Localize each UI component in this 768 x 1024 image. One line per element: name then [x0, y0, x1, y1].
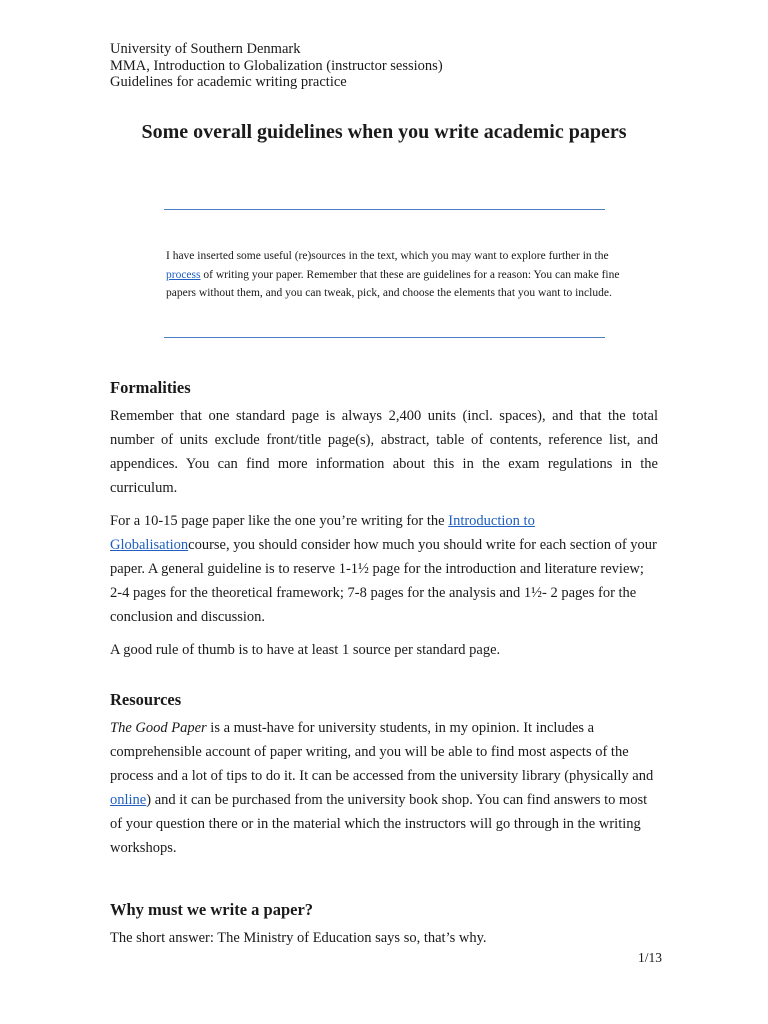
divider-top — [164, 209, 605, 210]
header-subtitle: Guidelines for academic writing practice — [110, 74, 347, 90]
header-university: University of Southern Denmark — [110, 41, 301, 57]
formalities-paragraph-2 — [110, 509, 658, 629]
good-paper-title: The Good Paper — [110, 720, 207, 736]
resources-text-part2: ) and it can be purchased from the university book shop. You can find answers to most of your question there or in the material which the instructors will go through in the writing workshops. — [110, 792, 648, 856]
resources-heading: Resources — [110, 690, 182, 709]
formalities-heading: Formalities — [110, 378, 191, 397]
online-link[interactable]: online — [110, 792, 147, 808]
resources-text-part1: is a must-have for university students, in my opinion. It includes a comprehensible account of paper writing, and you will be able to find most aspects of the process and a lot of tips to do it. It can be accessed from the university library (physically and — [110, 720, 654, 784]
header-course: MMA, Introduction to Globalization (instructor sessions) — [110, 57, 443, 74]
formalities-p2-part2: course, you should consider how much you should write for each section of your paper. A general guideline is to reserve 1-1½ page for the introduction and literature review; 2-4 pages for the theoretical framework; 7-8 pages for the analysis and 1½- 2 pages for the conclusion and discussion. — [110, 537, 657, 625]
document-header — [110, 41, 443, 91]
formalities-p2-part1: For a 10-15 page paper like the one you’re writing for the — [110, 513, 449, 529]
page-number: 1/13 — [637, 950, 662, 965]
page-title: Some overall guidelines when you write academic papers — [141, 121, 627, 143]
process-link[interactable]: process — [166, 268, 201, 281]
intro-text-part1: I have inserted some useful (re)sources in the text, which you may want to explore further in the — [166, 250, 609, 262]
divider-bottom — [164, 337, 605, 338]
why-heading: Why must we write a paper? — [110, 900, 314, 919]
why-paragraph: The short answer: The Ministry of Education says so, that’s why. — [110, 930, 487, 946]
resources-paragraph — [110, 716, 658, 860]
formalities-paragraph-3: A good rule of thumb is to have at least 1 source per standard page. — [110, 642, 501, 658]
intro-box-text — [166, 247, 626, 303]
intro-text-part2: of writing your paper. Remember that these are guidelines for a reason: You can make fine papers without them, and you can tweak, pick, and choose the elements that you want to include. — [166, 268, 620, 300]
formalities-paragraph-1: Remember that one standard page is always 2,400 units (incl. spaces), and that the total number of units exclude front/title page(s), abstract, table of contents, reference list, and appendices. You can find more information about this in the exam regulations in the curriculum. — [110, 408, 658, 496]
introduction-to-globalisation-link[interactable]: Introduction to Globalisation — [110, 513, 535, 553]
